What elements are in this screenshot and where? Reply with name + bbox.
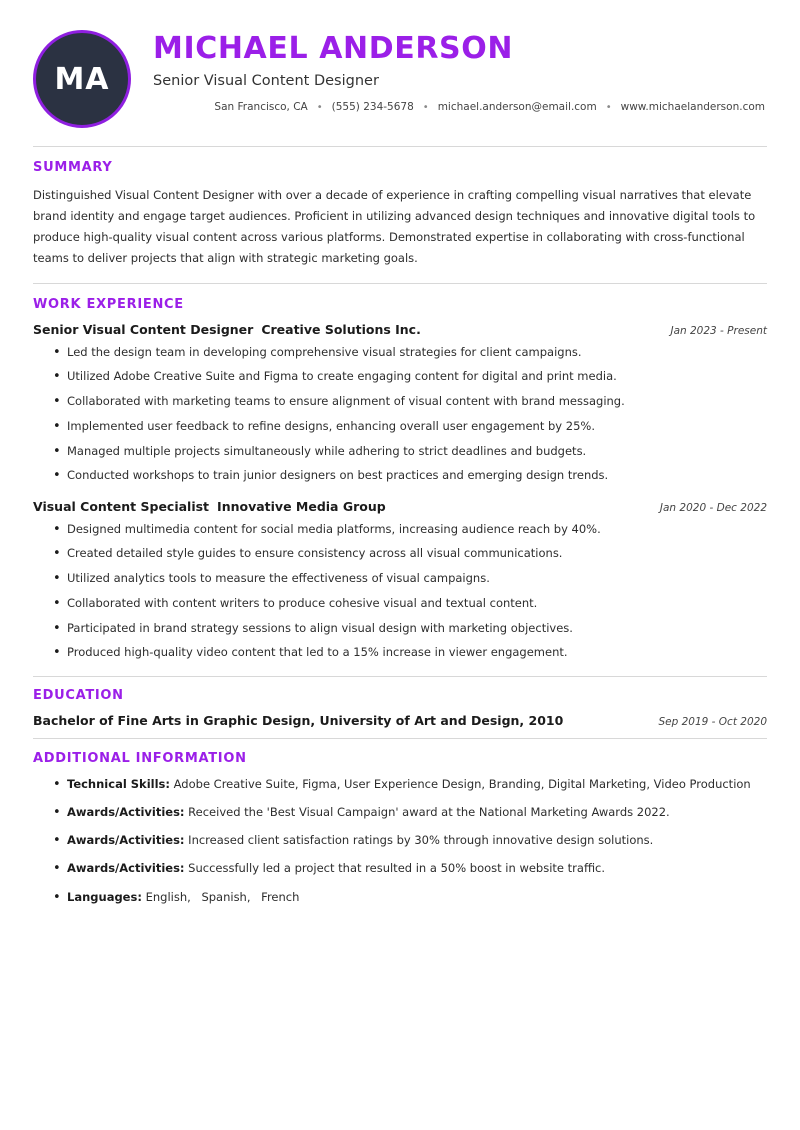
language-item: English,	[145, 889, 191, 904]
job-role-company	[33, 499, 386, 514]
list-item: • Led the design team in developing comprehensive visual strategies for client campaigns.	[53, 344, 767, 361]
contact-row	[153, 101, 767, 113]
list-item: • Created detailed style guides to ensure consistency across all visual communications.	[53, 545, 767, 562]
contact-location: San Francisco, CA	[214, 101, 308, 113]
job-entry	[33, 322, 767, 485]
job-header	[33, 322, 767, 337]
contact-phone[interactable]: (555) 234-5678	[331, 101, 414, 113]
additional-list	[33, 776, 767, 906]
additional-label: Awards/Activities:	[67, 833, 185, 848]
job-role: Visual Content Specialist	[33, 498, 210, 514]
section-title-education: EDUCATION	[33, 687, 124, 703]
additional-label: Awards/Activities:	[67, 861, 185, 876]
additional-value: Successfully led a project that resulted in a 50% boost in website traffic.	[188, 861, 606, 876]
avatar	[33, 30, 131, 128]
job-bullet-list	[33, 521, 767, 662]
additional-value: Adobe Creative Suite, Figma, User Experience Design, Branding, Digital Marketing, Video Production	[173, 776, 751, 791]
job-dates: Jan 2020 - Dec 2022	[659, 501, 767, 514]
education-dates: Sep 2019 - Oct 2020	[658, 715, 767, 728]
job-title: Senior Visual Content Designer	[153, 73, 379, 89]
job-company: Creative Solutions Inc.	[261, 321, 421, 337]
section-summary	[33, 147, 767, 269]
education-degree: Bachelor of Fine Arts in Graphic Design, University of Art and Design, 2010	[33, 712, 564, 728]
list-item: • Managed multiple projects simultaneously while adhering to strict deadlines and budgets.	[53, 443, 767, 460]
contact-separator: •	[316, 101, 323, 113]
job-company: Innovative Media Group	[217, 498, 386, 514]
list-item: • Designed multimedia content for social media platforms, increasing audience reach by 40%.	[53, 521, 767, 538]
list-item	[53, 776, 767, 793]
avatar-initials: MA	[54, 61, 110, 97]
list-item	[53, 804, 767, 821]
job-bullet-list	[33, 344, 767, 485]
job-dates: Jan 2023 - Present	[670, 324, 767, 337]
list-item: • Collaborated with marketing teams to ensure alignment of visual content with brand messaging.	[53, 393, 767, 410]
list-item: • Collaborated with content writers to produce cohesive visual and textual content.	[53, 595, 767, 612]
section-title-additional-information: ADDITIONAL INFORMATION	[33, 750, 247, 766]
header-text-block	[131, 26, 767, 113]
section-education	[33, 677, 767, 728]
additional-value: Received the 'Best Visual Campaign' award at the National Marketing Awards 2022.	[188, 804, 670, 819]
job-role-company	[33, 322, 421, 337]
list-item: • Participated in brand strategy sessions to align visual design with marketing objectives.	[53, 620, 767, 637]
list-item: • Produced high-quality video content that led to a 15% increase in viewer engagement.	[53, 644, 767, 661]
list-item: • Utilized Adobe Creative Suite and Figma to create engaging content for digital and print media.	[53, 368, 767, 385]
contact-email[interactable]: michael.anderson@email.com	[437, 101, 597, 113]
language-item: French	[261, 889, 300, 904]
language-item: Spanish,	[201, 889, 251, 904]
list-item-languages	[53, 889, 767, 906]
summary-text: Distinguished Visual Content Designer with over a decade of experience in crafting compelling visual narratives that elevate brand identity and engage target audiences. Proficient in utilizing advanced design techniques and innovative digital tools to produce high-quality visual content across various platforms. Demonstrated expertise in collaborating with cross-functional teams to deliver projects that align with strategic marketing goals.	[33, 188, 756, 265]
contact-separator: •	[422, 101, 429, 113]
list-item	[53, 832, 767, 849]
section-title-work-experience: WORK EXPERIENCE	[33, 296, 184, 312]
resume-header	[33, 26, 767, 136]
list-item	[53, 860, 767, 877]
section-work-experience	[33, 284, 767, 662]
additional-value: Increased client satisfaction ratings by 30% through innovative design solutions.	[188, 833, 654, 848]
list-item: • Conducted workshops to train junior designers on best practices and emerging design trends.	[53, 467, 767, 484]
education-entry	[33, 713, 767, 728]
section-additional-information	[33, 739, 767, 906]
contact-website[interactable]: www.michaelanderson.com	[620, 101, 765, 113]
job-entry	[33, 499, 767, 662]
additional-label: Awards/Activities:	[67, 804, 185, 819]
list-item: • Utilized analytics tools to measure the effectiveness of visual campaigns.	[53, 570, 767, 587]
job-role: Senior Visual Content Designer	[33, 321, 254, 337]
contact-separator: •	[605, 101, 612, 113]
page-title: MICHAEL ANDERSON	[153, 31, 514, 66]
list-item: • Implemented user feedback to refine designs, enhancing overall user engagement by 25%.	[53, 418, 767, 435]
job-header	[33, 499, 767, 514]
languages-label: Languages:	[67, 889, 142, 904]
section-title-summary: SUMMARY	[33, 160, 113, 175]
additional-label: Technical Skills:	[67, 776, 170, 791]
